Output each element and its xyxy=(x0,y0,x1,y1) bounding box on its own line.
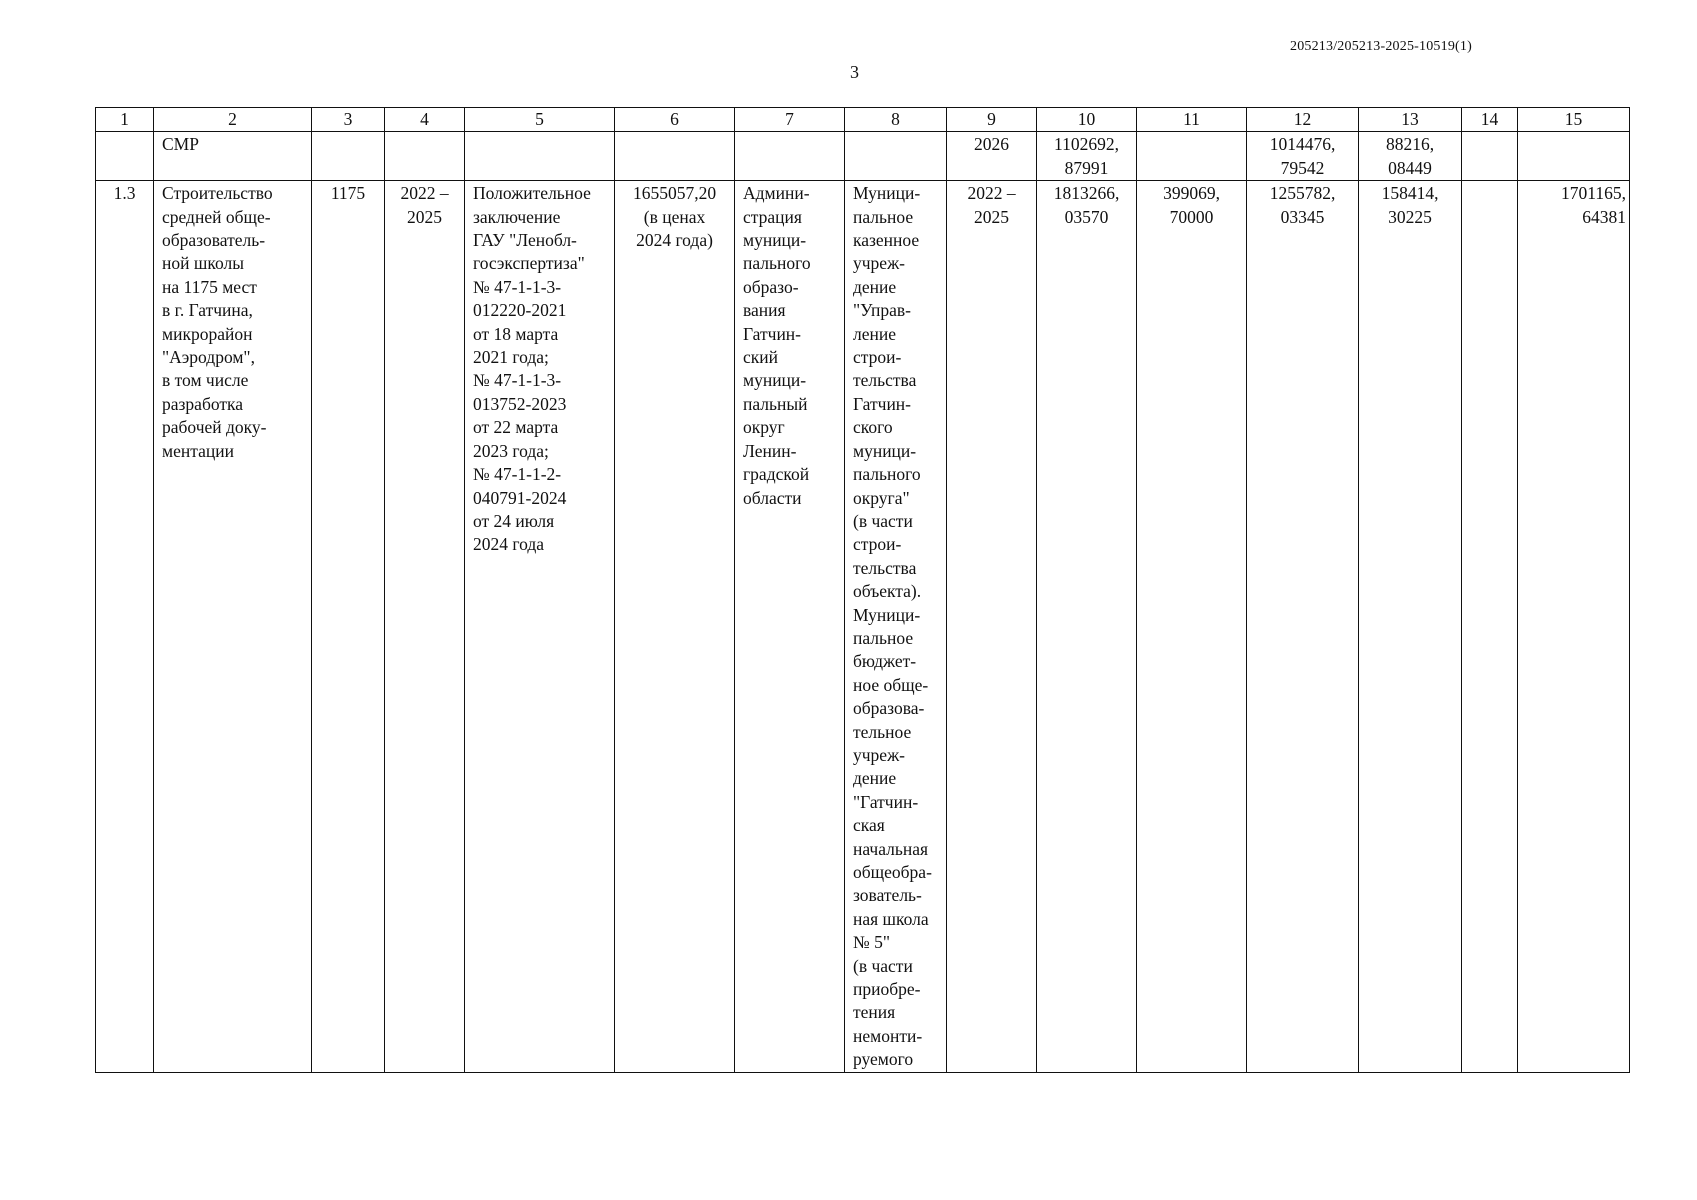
column-header: 12 xyxy=(1247,108,1359,132)
data-table xyxy=(95,107,1630,1073)
cell-name: СМР xyxy=(154,132,312,181)
cell-years: 2022 – 2025 xyxy=(947,181,1037,1072)
cell-col12: 1014476, 79542 xyxy=(1247,132,1359,181)
column-header: 8 xyxy=(845,108,947,132)
document-id: 205213/205213-2025-10519(1) xyxy=(1290,39,1472,54)
column-number-row xyxy=(96,108,1630,132)
column-header: 14 xyxy=(1462,108,1518,132)
cell-col15 xyxy=(1518,132,1630,181)
cell-developer: Муници- пальное казенное учреж- дение "Управ- ление строи- тельства Гатчин- ского муници- пального округа" (в части строи- тельства объекта). Муници- пальное бюджет- ное обще- образова- тельное учреж- дение "Гатчин- ская начальная общеобра- зователь- ная школа № 5" (в части приобре- тения немонти- руемого xyxy=(845,181,947,1072)
cell-col14 xyxy=(1462,181,1518,1072)
column-header: 15 xyxy=(1518,108,1630,132)
cell-col12: 1255782, 03345 xyxy=(1247,181,1359,1072)
column-header: 1 xyxy=(96,108,154,132)
cell-conclusion: Положительное заключение ГАУ "Ленобл- госэкспертиза" № 47-1-1-3- 012220-2021 от 18 марта 2021 года; № 47-1-1-3- 013752-2023 от 22 марта 2023 года; № 47-1-1-2- 040791-2024 от 24 июля 2024 года xyxy=(465,181,615,1072)
cell-period xyxy=(385,132,465,181)
cell-total: 1813266, 03570 xyxy=(1037,181,1137,1072)
cell-col11: 399069, 70000 xyxy=(1137,181,1247,1072)
column-header: 6 xyxy=(615,108,735,132)
cell-col13: 88216, 08449 xyxy=(1359,132,1462,181)
cell-col13: 158414, 30225 xyxy=(1359,181,1462,1072)
cell-conclusion xyxy=(465,132,615,181)
column-header: 3 xyxy=(312,108,385,132)
cell-estimate: 1655057,20 (в ценах 2024 года) xyxy=(615,181,735,1072)
cell-total: 1102692, 87991 xyxy=(1037,132,1137,181)
cell-estimate xyxy=(615,132,735,181)
cell-period: 2022 – 2025 xyxy=(385,181,465,1072)
cell-developer xyxy=(845,132,947,181)
page-number: 3 xyxy=(850,62,859,82)
column-header: 11 xyxy=(1137,108,1247,132)
column-header: 4 xyxy=(385,108,465,132)
cell-capacity xyxy=(312,132,385,181)
column-header: 5 xyxy=(465,108,615,132)
cell-customer xyxy=(735,132,845,181)
cell-years: 2026 xyxy=(947,132,1037,181)
cell-col15: 1701165, 64381 xyxy=(1518,181,1630,1072)
cell-col14 xyxy=(1462,132,1518,181)
table-row-smr xyxy=(96,132,1630,181)
column-header: 2 xyxy=(154,108,312,132)
table-row-1-3 xyxy=(96,181,1630,1072)
cell-index xyxy=(96,132,154,181)
column-header: 13 xyxy=(1359,108,1462,132)
cell-name: Строительство средней обще- образователь- ной школы на 1175 мест в г. Гатчина, микрорайон "Аэродром", в том числе разработка рабочей доку- ментации xyxy=(154,181,312,1072)
cell-customer: Админи- страция муници- пального образо- вания Гатчин- ский муници- пальный округ Ленин- градской области xyxy=(735,181,845,1072)
cell-index: 1.3 xyxy=(96,181,154,1072)
cell-capacity: 1175 xyxy=(312,181,385,1072)
column-header: 10 xyxy=(1037,108,1137,132)
column-header: 7 xyxy=(735,108,845,132)
cell-col11 xyxy=(1137,132,1247,181)
column-header: 9 xyxy=(947,108,1037,132)
